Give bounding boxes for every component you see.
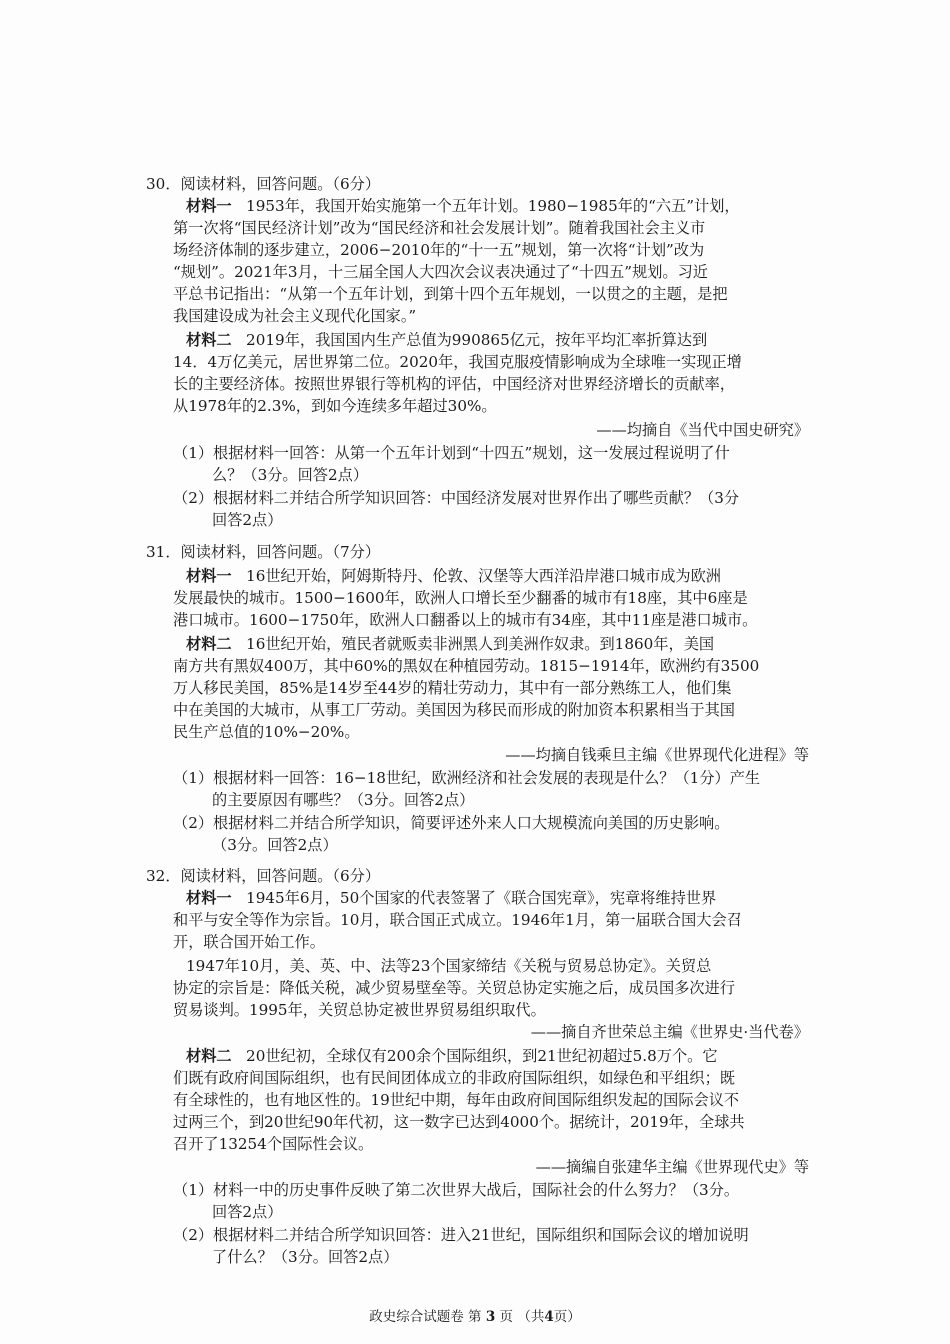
q31-material-2-line-3: 万人移民美国，85%是14岁至44岁的精壮劳动力，其中有一部分熟练工人，他们集	[173, 679, 732, 697]
q31-material-2-line-1: 材料二 16世纪开始，殖民者就贩卖非洲黑人到美洲作奴隶。到1860年，美国	[186, 635, 715, 653]
q31-subquestion-1: （1）根据材料一回答：16−18世纪，欧洲经济和社会发展的表现是什么？（1分）产生	[173, 769, 761, 787]
q31-material-2-line-5: 民生产总值的10%−20%。	[173, 723, 360, 741]
q30-source: ——均摘自《当代中国史研究》	[596, 421, 809, 439]
q32-material-2-line-5: 召开了13254个国际性会议。	[173, 1135, 374, 1153]
q30-subquestion-1: （1）根据材料一回答：从第一个五年计划到“十四五”规划，这一发展过程说明了什	[173, 444, 730, 462]
material-label: 材料一	[186, 197, 232, 215]
q30-material-1-line-2: 第一次将“国民经济计划”改为“国民经济和社会发展计划”。随着我国社会主义市	[173, 219, 706, 237]
q31-material-1-line-1: 材料一 16世纪开始，阿姆斯特丹、伦敦、汉堡等大西洋沿岸港口城市成为欧洲	[186, 567, 721, 585]
material-label: 材料二	[186, 1047, 232, 1065]
q30-material-2-line-2: 14．4万亿美元，居世界第二位。2020年，我国克服疫情影响成为全球唯一实现正增	[173, 353, 742, 371]
q30-material-2-line-1: 材料二 2019年，我国国内生产总值为990865亿元，按年平均汇率折算达到	[186, 331, 708, 349]
material-label: 材料二	[186, 635, 232, 653]
q32-subquestion-1-cont: 回答2点）	[212, 1203, 283, 1221]
q30-subquestion-2: （2）根据材料二并结合所学知识回答：中国经济发展对世界作出了哪些贡献？（3分	[173, 489, 740, 507]
q31-material-1-line-2: 发展最快的城市。1500−1600年，欧洲人口增长至少翻番的城市有18座，其中6座是	[173, 589, 748, 607]
q30-material-1-line-1: 材料一 1953年，我国开始实施第一个五年计划。1980−1985年的“六五”计划，	[186, 197, 740, 215]
q32-material-1b-line-2: 协定的宗旨是：降低关税，减少贸易壁垒等。关贸总协定实施之后，成员国多次进行	[173, 979, 735, 997]
q32-material-1b-line-1: 1947年10月，美、英、中、法等23个国家缔结《关税与贸易总协定》。关贸总	[186, 957, 712, 975]
q30-subquestion-2-cont: 回答2点）	[212, 511, 283, 529]
q32-subquestion-1: （1）材料一中的历史事件反映了第二次世界大战后，国际社会的什么努力？（3分。	[173, 1181, 740, 1199]
q32-material-1-line-3: 开，联合国开始工作。	[173, 933, 325, 951]
question-31-heading: 31．阅读材料，回答问题。（7分）	[146, 543, 381, 561]
q31-material-2-line-4: 中在美国的大城市，从事工厂劳动。美国因为移民而形成的附加资本积累相当于其国	[173, 701, 735, 719]
q30-material-1-line-4: “规划”。2021年3月，十三届全国人大四次会议表决通过了“十四五”规划。习近	[173, 263, 708, 281]
material-label: 材料二	[186, 331, 232, 349]
material-label: 材料一	[186, 889, 232, 907]
q30-material-1-line-5: 平总书记指出：“从第一个五年计划，到第十四个五年规划，一以贯之的主题，是把	[173, 285, 728, 303]
q32-material-1-line-1: 材料一 1945年6月，50个国家的代表签署了《联合国宪章》，宪章将维持世界	[186, 889, 717, 907]
question-32-heading: 32．阅读材料，回答问题。（6分）	[146, 867, 381, 885]
q30-material-1-line-3: 场经济体制的逐步建立，2006−2010年的“十一五”规划，第一次将“计划”改为	[173, 241, 705, 259]
page-footer: 政史综合试题卷 第 3 页 （共4页）	[369, 1309, 581, 1325]
q31-subquestion-2: （2）根据材料二并结合所学知识，简要评述外来人口大规模流向美国的历史影响。	[173, 814, 730, 832]
q30-material-2-line-4: 从1978年的2.3%，到如今连续多年超过30%。	[173, 397, 497, 415]
q32-material-2-line-2: 们既有政府间国际组织，也有民间团体成立的非政府国际组织，如绿色和平组织；既	[173, 1069, 735, 1087]
q32-material-1-line-2: 和平与安全等作为宗旨。10月，联合国正式成立。1946年1月，第一届联合国大会召	[173, 911, 742, 929]
q31-material-1-line-3: 港口城市。1600−1750年，欧洲人口翻番以上的城市有34座，其中11座是港口城市。	[173, 611, 758, 629]
q32-source-2: ——摘编自张建华主编《世界现代史》等	[535, 1158, 809, 1176]
page-number: 3	[485, 1309, 496, 1325]
q32-material-1b-line-3: 贸易谈判。1995年，关贸总协定被世界贸易组织取代。	[173, 1001, 546, 1019]
q31-subquestion-1-cont: 的主要原因有哪些？（3分。回答2点）	[212, 791, 475, 809]
q31-source: ——均摘自钱乘旦主编《世界现代化进程》等	[505, 746, 809, 764]
q30-material-1-line-6: 我国建设成为社会主义现代化国家。”	[173, 307, 417, 325]
q32-subquestion-2-cont: 了什么？（3分。回答2点）	[212, 1248, 399, 1266]
q32-material-2-line-4: 过两三个，到20世纪90年代初，这一数字已达到4000个。据统计，2019年，全球共	[173, 1113, 745, 1131]
q32-material-2-line-1: 材料二 20世纪初，全球仅有200余个国际组织，到21世纪初超过5.8万个。它	[186, 1047, 718, 1065]
material-label: 材料一	[186, 567, 232, 585]
q32-subquestion-2: （2）根据材料二并结合所学知识回答：进入21世纪，国际组织和国际会议的增加说明	[173, 1226, 749, 1244]
q30-subquestion-1-cont: 么？（3分。回答2点）	[212, 466, 369, 484]
q32-material-2-line-3: 有全球性的，也有地区性的。19世纪中期，每年由政府间国际组织发起的国际会议不	[173, 1091, 740, 1109]
q32-source-1: ——摘自齐世荣总主编《世界史·当代卷》	[530, 1023, 809, 1041]
q31-subquestion-2-cont: （3分。回答2点）	[212, 836, 338, 854]
q30-material-2-line-3: 长的主要经济体。按照世界银行等机构的评估，中国经济对世界经济增长的贡献率，	[173, 375, 735, 393]
total-pages: 4	[544, 1309, 554, 1325]
q31-material-2-line-2: 南方共有黑奴400万，其中60%的黑奴在种植园劳动。1815−1914年，欧洲约有3500	[173, 657, 760, 675]
question-30-heading: 30．阅读材料，回答问题。（6分）	[146, 175, 381, 193]
